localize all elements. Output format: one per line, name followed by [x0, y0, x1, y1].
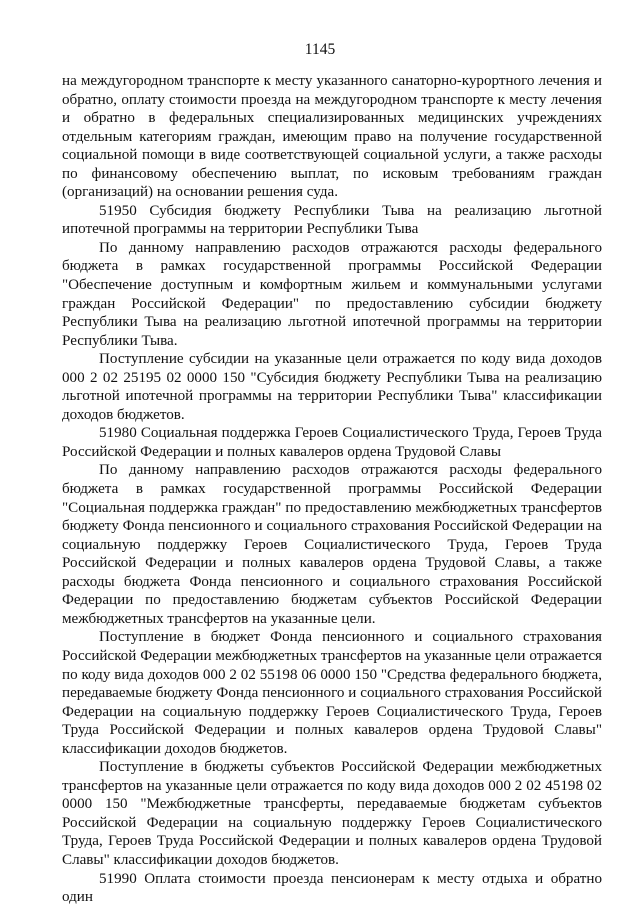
- paragraph: 51980 Социальная поддержка Героев Социалистического Труда, Героев Труда Российской Федерации и полных кавалеров ордена Трудовой Славы: [62, 425, 602, 460]
- paragraph: Поступление в бюджет Фонда пенсионного и социального страхования Российской Федерации межбюджетных трансфертов на указанные цели отражается по коду вида доходов 000 2 02 55198 06 0000 150 "Средства федерального бюджета, передаваемые бюджету Фонда пенсионного и социального страхования Российской Федерации на социальную поддержку Героев Социалистического Труда, Героев Труда Российской Федерации и полных кавалеров ордена Трудовой Славы" классификации доходов бюджетов.: [62, 629, 602, 757]
- paragraph: Поступление в бюджеты субъектов Российской Федерации межбюджетных трансфертов на указанные цели отражается по коду вида доходов 000 2 02 45198 02 0000 150 "Межбюджетные трансферты, передаваемые бюджетам субъектов Российской Федерации на социальную поддержку Героев Социалистического Труда, Героев Труда Российской Федерации и полных кавалеров ордена Трудовой Славы" классификации доходов бюджетов.: [62, 759, 602, 868]
- document-body: [62, 72, 602, 907]
- paragraph: По данному направлению расходов отражаются расходы федерального бюджета в рамках государственной программы Российской Федерации "Обеспечение доступным и комфортным жильем и коммунальными услугами граждан Российской Федерации" по предоставлению субсидии бюджету Республики Тыва на реализацию льготной ипотечной программы на территории Республики Тыва.: [62, 239, 602, 349]
- paragraph: 51990 Оплата стоимости проезда пенсионерам к месту отдыха и обратно один: [62, 870, 602, 906]
- paragraph: Поступление субсидии на указанные цели отражается по коду вида доходов 000 2 02 25195 02 0000 150 "Субсидия бюджету Республики Тыва на реализацию льготной ипотечной программы на территории Республики Тыва" классификации доходов бюджетов.: [62, 351, 602, 423]
- paragraph: По данному направлению расходов отражаются расходы федерального бюджета в рамках государственной программы Российской Федерации "Социальная поддержка граждан" по предоставлению межбюджетных трансфертов бюджету Фонда пенсионного и социального страхования Российской Федерации на социальную поддержку Героев Социалистического Труда, Героев Труда Российской Федерации и полных кавалеров ордена Трудовой Славы, а также расходы бюджета Фонда пенсионного и социального страхования Российской Федерации по предоставлению бюджетам субъектов Российской Федерации межбюджетных трансфертов на указанные цели.: [62, 462, 602, 627]
- paragraph: 51950 Субсидия бюджету Республики Тыва на реализацию льготной ипотечной программы на территории Республики Тыва: [62, 202, 602, 238]
- paragraph: на междугородном транспорте к месту указанного санаторно-курортного лечения и обратно, оплату стоимости проезда на междугородном транспорте к месту лечения и обратно в федеральных специализированных медицинских учреждениях отдельным категориям граждан, имеющим право на получение государственной социальной помощи в виде соответствующей социальной услуги, а также расходы по финансовому обеспечению выплат, по исковым требованиям граждан (организаций) на основании решения суда.: [62, 73, 602, 201]
- page-number: 1145: [304, 41, 336, 58]
